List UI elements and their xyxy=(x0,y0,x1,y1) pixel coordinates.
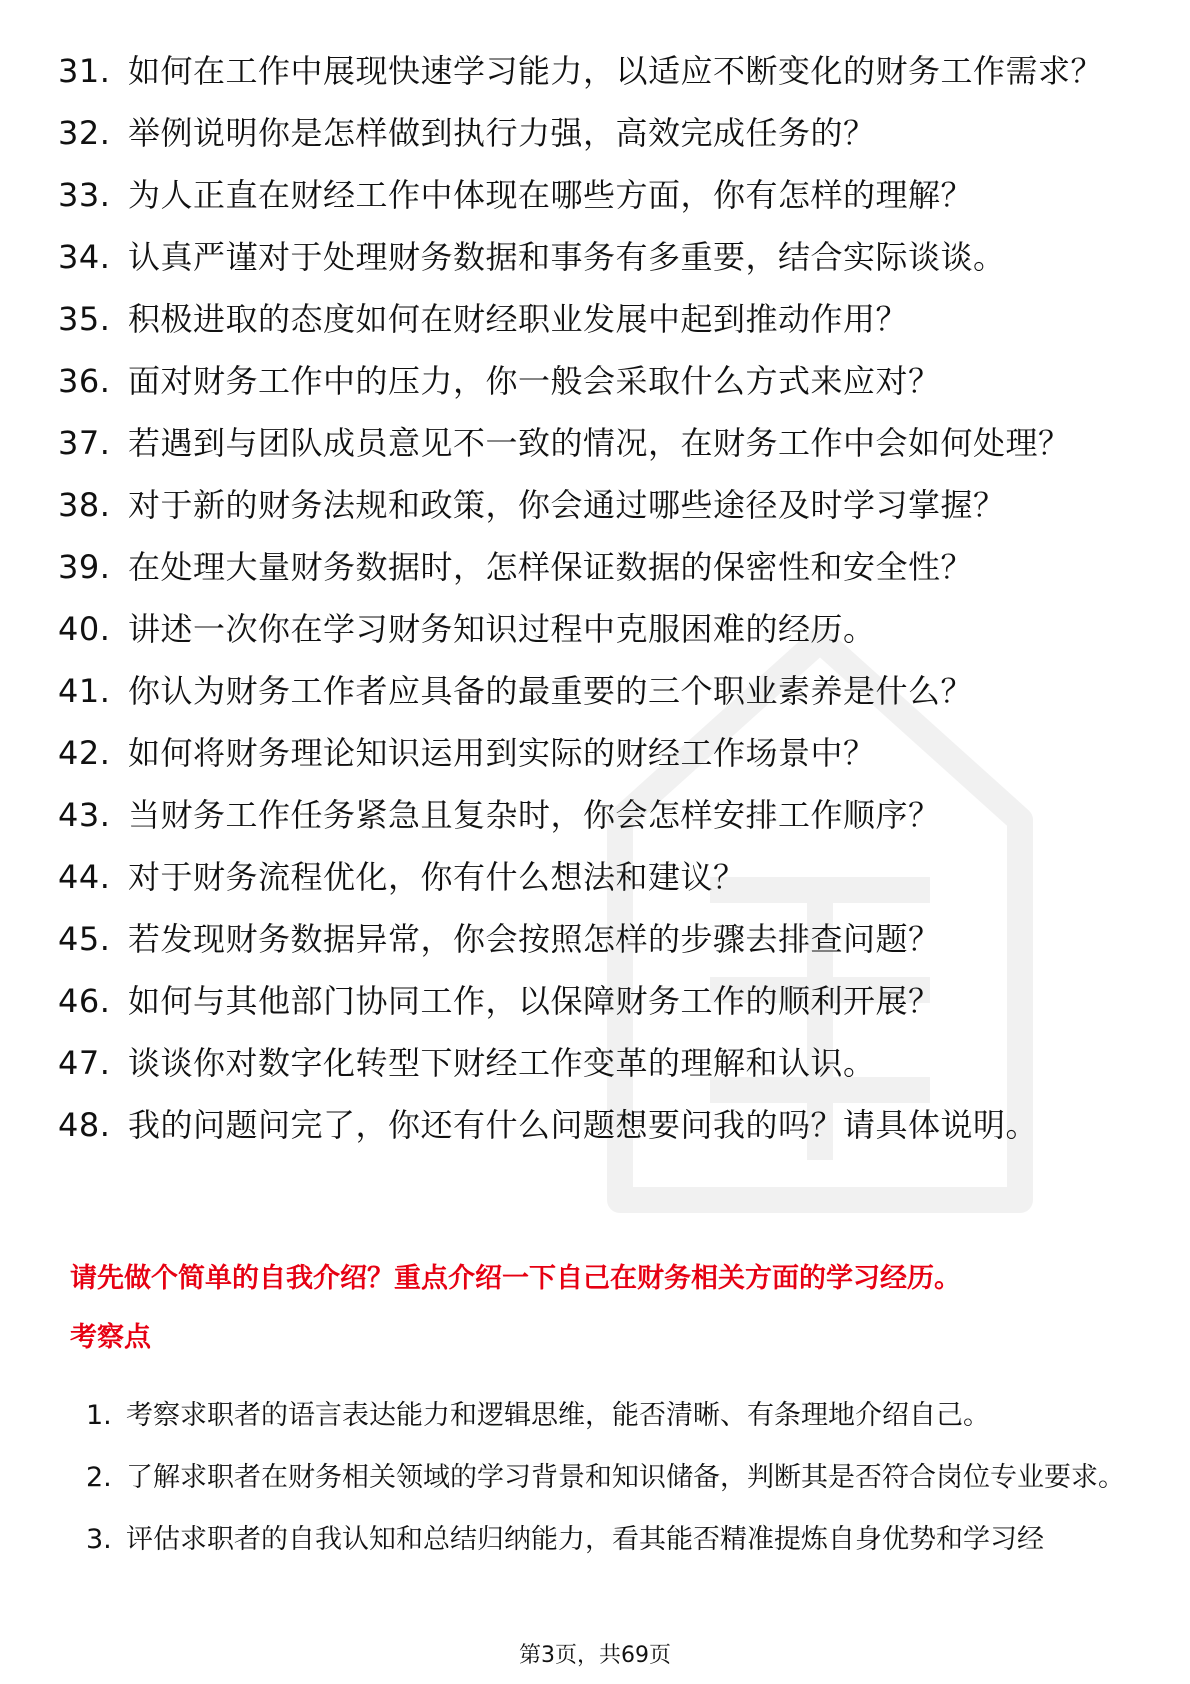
question-text: 如何将财务理论知识运用到实际的财经工作场景中？ xyxy=(128,734,876,772)
point-number: 3. xyxy=(86,1524,112,1555)
question-text: 谈谈你对数字化转型下财经工作变革的理解和认识。 xyxy=(128,1044,876,1082)
point-text: 了解求职者在财务相关领域的学习背景和知识储备，判断其是否符合岗位专业要求。 xyxy=(126,1462,1125,1493)
question-text: 为人正直在财经工作中体现在哪些方面，你有怎样的理解？ xyxy=(128,176,974,214)
question-number: 41. xyxy=(58,672,111,710)
question-item xyxy=(58,794,1138,836)
question-item xyxy=(58,174,1138,216)
point-text: 评估求职者的自我认知和总结归纳能力，看其能否精准提炼自身优势和学习经 xyxy=(126,1524,1044,1555)
question-number: 37. xyxy=(58,424,111,462)
question-text: 对于新的财务法规和政策，你会通过哪些途径及时学习掌握？ xyxy=(128,486,1006,524)
question-number: 32. xyxy=(58,114,111,152)
question-number: 34. xyxy=(58,238,111,276)
question-number: 35. xyxy=(58,300,111,338)
question-item xyxy=(58,360,1138,402)
assessment-point xyxy=(86,1389,1126,1443)
question-item xyxy=(58,50,1138,92)
question-text: 若遇到与团队成员意见不一致的情况，在财务工作中会如何处理？ xyxy=(128,424,1071,462)
question-text: 若发现财务数据异常，你会按照怎样的步骤去排查问题？ xyxy=(128,920,941,958)
question-text: 在处理大量财务数据时，怎样保证数据的保密性和安全性？ xyxy=(128,548,974,586)
question-text: 如何在工作中展现快速学习能力，以适应不断变化的财务工作需求？ xyxy=(128,52,1104,90)
question-text: 你认为财务工作者应具备的最重要的三个职业素养是什么？ xyxy=(128,672,974,710)
question-number: 42. xyxy=(58,734,111,772)
question-text: 如何与其他部门协同工作，以保障财务工作的顺利开展？ xyxy=(128,982,941,1020)
question-text: 对于财务流程优化，你有什么想法和建议？ xyxy=(128,858,746,896)
question-item xyxy=(58,484,1138,526)
point-number: 1. xyxy=(86,1400,112,1431)
question-number: 46. xyxy=(58,982,111,1020)
question-number: 38. xyxy=(58,486,111,524)
question-item xyxy=(58,608,1138,650)
question-item xyxy=(58,112,1138,154)
question-item xyxy=(58,1042,1138,1084)
assessment-points-list xyxy=(86,1389,1126,1575)
page-footer: 第3页，共69页 xyxy=(519,1643,671,1668)
question-item xyxy=(58,236,1138,278)
question-item xyxy=(58,980,1138,1022)
question-text: 当财务工作任务紧急且复杂时，你会怎样安排工作顺序？ xyxy=(128,796,941,834)
question-number: 33. xyxy=(58,176,111,214)
assessment-point xyxy=(86,1513,1126,1567)
section-subheading: 考察点 xyxy=(70,1322,151,1353)
question-text: 积极进取的态度如何在财经职业发展中起到推动作用？ xyxy=(128,300,909,338)
question-text: 面对财务工作中的压力，你一般会采取什么方式来应对？ xyxy=(128,362,941,400)
question-item xyxy=(58,670,1138,712)
question-number: 48. xyxy=(58,1106,111,1144)
question-number: 43. xyxy=(58,796,111,834)
question-text: 我的问题问完了，你还有什么问题想要问我的吗？请具体说明。 xyxy=(128,1106,1039,1144)
question-number: 45. xyxy=(58,920,111,958)
assessment-point xyxy=(86,1451,1126,1505)
question-item xyxy=(58,546,1138,588)
question-item xyxy=(58,856,1138,898)
question-text: 举例说明你是怎样做到执行力强，高效完成任务的？ xyxy=(128,114,876,152)
question-number: 40. xyxy=(58,610,111,648)
question-item xyxy=(58,732,1138,774)
question-number: 47. xyxy=(58,1044,111,1082)
question-list xyxy=(58,50,1138,1166)
question-number: 44. xyxy=(58,858,111,896)
question-item xyxy=(58,422,1138,464)
question-item xyxy=(58,918,1138,960)
question-text: 讲述一次你在学习财务知识过程中克服困难的经历。 xyxy=(128,610,876,648)
point-text: 考察求职者的语言表达能力和逻辑思维，能否清晰、有条理地介绍自己。 xyxy=(126,1400,990,1431)
question-item xyxy=(58,1104,1138,1146)
point-number: 2. xyxy=(86,1462,112,1493)
question-number: 36. xyxy=(58,362,111,400)
section-heading: 请先做个简单的自我介绍？重点介绍一下自己在财务相关方面的学习经历。 xyxy=(70,1263,961,1294)
question-text: 认真严谨对于处理财务数据和事务有多重要，结合实际谈谈。 xyxy=(128,238,1006,276)
question-number: 31. xyxy=(58,52,111,90)
question-item xyxy=(58,298,1138,340)
question-number: 39. xyxy=(58,548,111,586)
